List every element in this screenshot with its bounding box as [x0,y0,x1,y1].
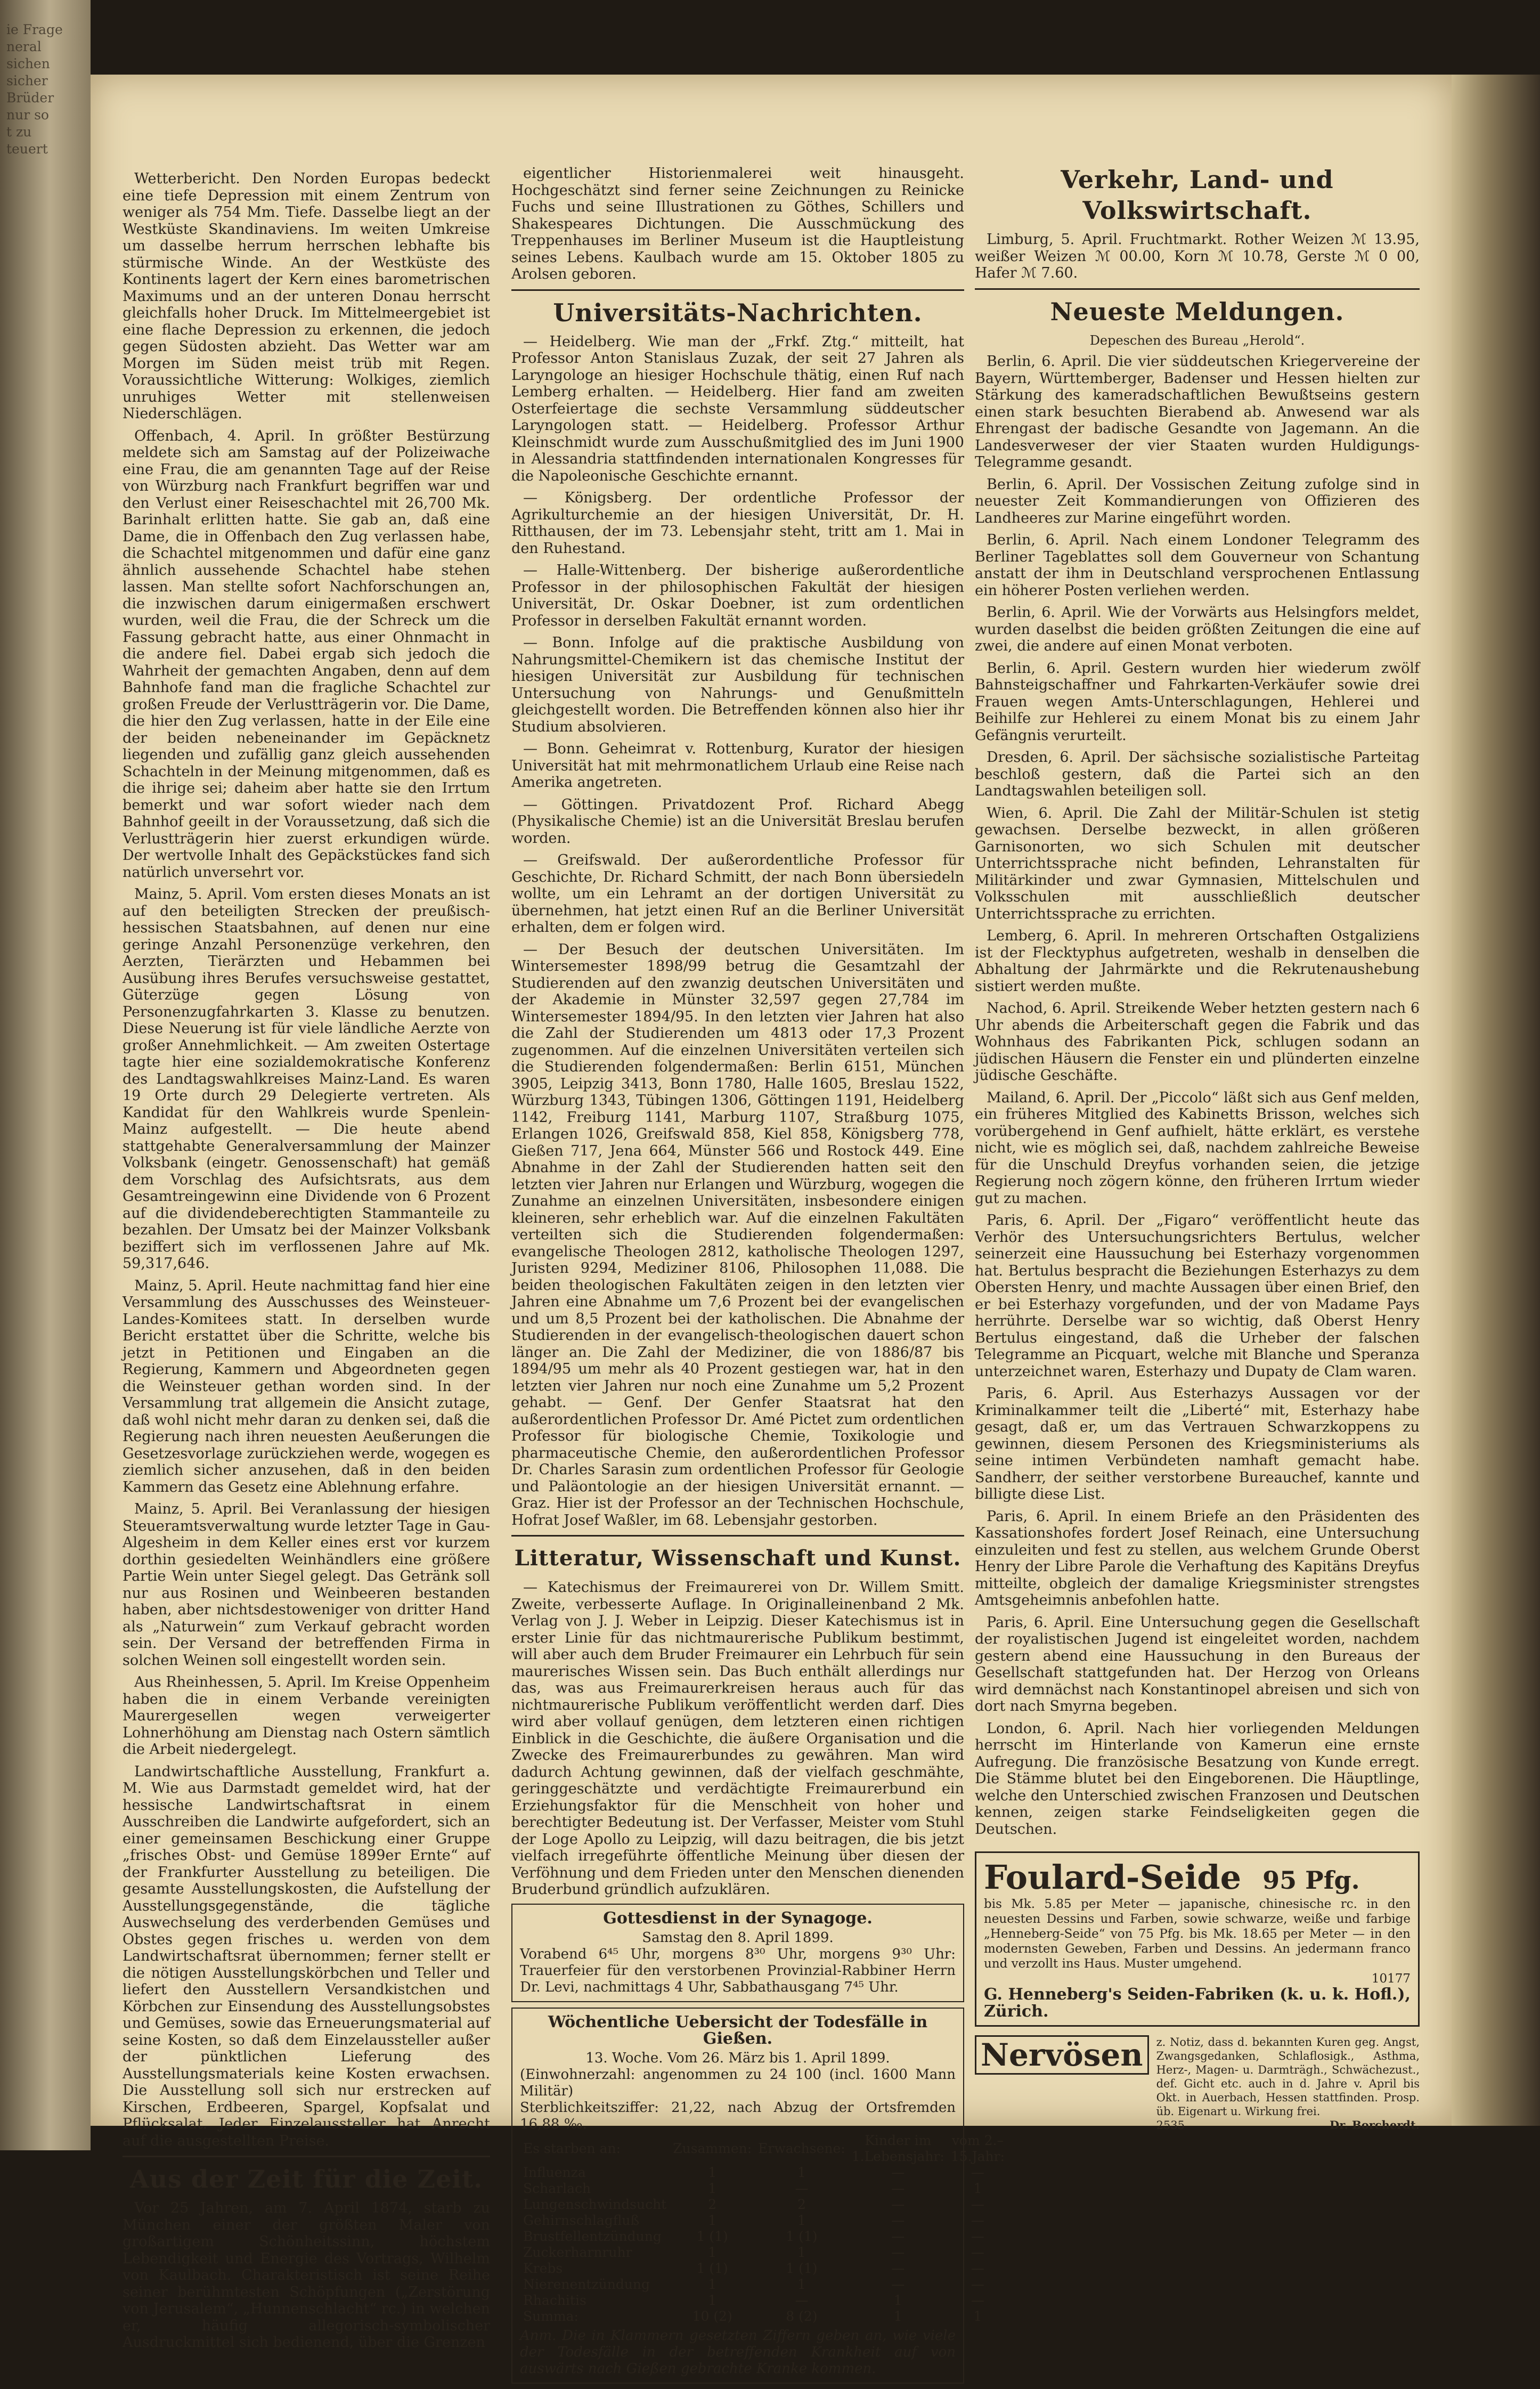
page-edge [1452,75,1540,2126]
column-1 [123,170,490,2357]
table-cell: 1 [973,2180,982,2196]
uni-news-7: — Greifswald. Der außerordentliche Professor für Geschichte, Dr. Richard Schmitt, der nach Bonn übersiedeln wollte, um ein Lehramt an der dortigen Universität zu übernehmen, hat jetzt einen Ruf an die Berliner Universität erhalten, dem er folgen wird. [511,852,964,936]
uni-news-4: — Bonn. Infolge auf die praktische Ausbildung von Nahrungsmittel-Chemikern ist das chemische Institut der hiesigen Universität zur Ausbildung für technischen Untersuchung von Nahrungs- und Genußmitteln gleichgestellt worden. Die Betreffenden können also hier ihr Studium absolvieren. [511,635,964,735]
table-cell: 1 [708,2292,717,2308]
table-cell: 1 [893,2292,902,2308]
article-landwirtschaft: Landwirtschaftliche Ausstellung, Frankfurt a. M. Wie aus Darmstadt gemeldet wird, hat der hessische Landwirtschaftsrat in einem Ausschreiben die Landwirte aufgefordert, sich an einer gemeinsamen Beschickung einer Gruppe „frisches Obst- und Gemüse 1899er Ernte“ auf der Frankfurter Ausstellung zu beteiligen. Die gesamte Ausstellungskosten, die Aufstellung der Ausstellungsgegenstände, die tägliche Auswechselung des verderbenden Gemüses und Obstes gegen frisches u. werden von dem Landwirtschaftsrat übernommen; ferner stellt er die nötigen Ausstellungskörbchen und Teller und liefert den Ausstellern Versandkistchen und Körbchen zur Einsendung des Ausstellungsobstes und Gemüses, sowie das Erneuerungsmaterial auf seine Kosten, so daß dem Einzelaussteller außer der pünktlichen Lieferung des Ausstellungsmaterials keine Kosten erwachsen. Die Ausstellung soll sich nur erstrecken auf Kirschen, Erdbeeren, Spargel, Kopfsalat und Pflücksalat. Jeder Einzelaussteller hat Anrecht auf die ausgestellten Preise. [123,1763,490,2149]
table-cell: 1 [708,2276,717,2292]
ad-text: z. Notiz, dass d. bekannten Kuren geg. Angst, Zwangsgedanken, Schlaflosigk., Asthma, Herz-, Magen- u. Darmträgh., Schwächezust., def. Gicht etc. auch in d. Jahre v. April bis Okt. in Auerbach, Hessen stattfinden. Prosp. üb. Eigenart u. Wirkung frei. [1156,2036,1420,2118]
table-cell: — [971,2260,984,2276]
news-list [975,353,1420,1838]
table-cell: — [891,2164,905,2180]
header-total: Zusammen: [673,2140,752,2156]
table-cell: — [971,2244,984,2260]
article-kaulbach: Vor 25 Jahren, am 7. April 1874, starb zu München einer der größten Maler von großartigem Schönheitssinn, höchstem Lebendigkeit und Energie des Vortrags, Wilhelm von Kaulbach. Charakteristisch ist seine Reihe seiner berühmtesten Schöpfungen („Zerstörung von Jerusalem“, „Hunnenschlacht“ rc.) in welchen er, häufig allegorisch-symbolischer Ausdruckmittel sich bedienend, über die Grenzen [123,2200,490,2351]
table-cell: 1 [797,2212,806,2228]
synagogue-times: Vorabend 6⁴⁵ Uhr, morgens 8³⁰ Uhr, morgens 9³⁰ Uhr: Trauerfeier für den verstorbenen Provinzial-Rabbiner Herrn Dr. Levi, nachmittags 4 Uhr, Sabbathausgang 7⁴⁵ Uhr. [520,1946,956,1995]
news-item: Mailand, 6. April. Der „Piccolo“ läßt sich aus Genf melden, ein früheres Mitglied des Kabinetts Brisson, welches sich vorübergehend in Genf aufhielt, hätte erklärt, es verstehe nicht, wie es möglich sei, daß, nachdem zahlreiche Beweise für die Unschuld Dreyfus vorhanden seien, die jetzige Regierung noch zögern könne, den früheren Irrtum wieder gut zu machen. [975,1089,1420,1207]
ad-firm: G. Henneberg's Seiden-Fabriken (k. u. k. Hofl.), Zürich. [984,1985,1411,2021]
synagogue-date: Samstag den 8. April 1899. [642,1929,834,1946]
ad-foulard-seide [975,1851,1420,2027]
previous-page-fragment: ie Frage neral sichen sicher Brüder nur so t zu teuert [6,22,63,157]
table-cell: Nierenentzündung [523,2276,650,2292]
table-cell: — [795,2180,809,2196]
table-cell: — [891,2180,905,2196]
table-row [520,2197,1008,2213]
ad-number: 10177 [1371,1972,1411,1986]
section-heading-meldungen: Neueste Meldungen. [1050,297,1345,326]
table-row [520,2165,1008,2181]
table-cell: — [795,2292,809,2308]
table-row [520,2213,1008,2229]
news-item: Berlin, 6. April. Gestern wurden hier wiederum zwölf Bahnsteigschaffner und Fahrkarten-Verkäufer sowie drei Frauen wegen Amts-Unterschlagungen, Hehlerei und Beihilfe zur Hehlerei zu einem Monat bis zu einem Jahr Gefängnis verurteilt. [975,660,1420,744]
news-item: Wien, 6. April. Die Zahl der Militär-Schulen ist stetig gewachsen. Derselbe bezweckt, in allen größeren Garnisonorten, wo sich Schulen mit deutscher Unterrichtssprache nicht befinden, Lehranstalten für Militärkinder und zwar Gymnasien, Mittelschulen und Volksschulen mit ausschließlich deutscher Unterrichtssprache zu errichten. [975,805,1420,922]
table-row [520,2229,1008,2245]
uni-news-2: — Königsberg. Der ordentliche Professor der Agrikulturchemie an der hiesigen Universität, Dr. H. Ritthausen, der im 73. Lebensjahr steht, tritt am 1. Mai in den Ruhestand. [511,490,964,557]
previous-page-edge [0,0,91,2150]
uni-news-3: — Halle-Wittenberg. Der bisherige außerordentliche Professor in der philosophischen Fakultät der hiesigen Universität, Dr. Oskar Doebner, ist zum ordentlichen Professor in derselben Fakultät ernannt worden. [511,562,964,629]
uni-news-5: — Bonn. Geheimrat v. Rottenburg, Kurator der hiesigen Universität hat mit mehrmonatlichem Urlaub eine Reise nach Amerika angetreten. [511,741,964,791]
article-katechismus: — Katechismus der Freimaurerei von Dr. Willem Smitt. Zweite, verbesserte Auflage. In Originalleinenband 2 Mk. Verlag von J. J. Weber in Leipzig. Dieser Katechismus ist in erster Linie für das nichtmaurerische Publikum bestimmt, will aber auch dem Bruder Freimaurer ein Lehrbuch für sein maurerisches Wissen sein. Das Buch enthält allerdings nur das, was aus Freimaurerkreisen heraus auch für das nichtmaurerische Publikum veröffentlicht werden darf. Dies wird aber vollauf genügen, dem letzteren einen richtigen Einblick in die Geschichte, die äußere Organisation und die Zwecke des Freimaurerbundes zu gewähren. Man wird dadurch Achtung gewinnen, daß der vielfach geschmähte, geringgeschätzte und verdächtigte Freimaurerbund ein Erziehungsfaktor für die Menschheit von hoher und berechtigter Bedeutung ist. Der Verfasser, Meister vom Stuhl der Loge Apollo zu Leipzig, will dazu beitragen, die bis jetzt vielfach irregeführte öffentliche Meinung über diesen der Verföhnung und dem Frieden unter den Menschen dienenden Bruderbund gründlich aufzuklären. [511,1579,964,1898]
ad-title: Foulard-Seide [984,1858,1242,1897]
table-cell: 1 [797,2244,806,2260]
table-body [520,2165,1008,2325]
table-cell: Summa: [523,2308,578,2324]
article-mainz-3: Mainz, 5. April. Bei Veranlassung der hiesigen Steueramtsverwaltung wurde letzter Tage in Gau-Algesheim in dem Keller eines erst vor kurzem dorthin gesiedelten Weinhändlers eine größere Partie Wein unter Siegel gelegt. Das Getränk soll nur aus Rosinen und Weinbeeren bestanden haben, aber nichtsdestoweniger von dritter Hand als „Naturwein“ zum Verkauf gebracht worden sein. Der Versand der betreffenden Firma in solchen Weinen soll eingestellt worden sein. [123,1501,490,1669]
article-wetterbericht: Wetterbericht. Den Norden Europas bedeckt eine tiefe Depression mit einem Zentrum von weniger als 754 Mm. Tiefe. Dasselbe liegt an der Westküste Skandinaviens. Im weiten Umkreise um dasselbe herrum herrschen lebhafte bis stürmische Winde. An der Westküste des Kontinents lagert der Kern eines barometrischen Maximums und an der unteren Donau herrscht gleichfalls hoher Druck. Im Mittelmeergebiet ist eine flache Depression zu erkennen, die jedoch gegen Südosten abzieht. Das Wetter war am Morgen im Süden meist trüb mit Regen. Voraussichtliche Witterung: Wolkiges, ziemlich unruhiges Wetter mit stellenweisen Niederschlägen. [123,170,490,422]
header-cause: Es starben an: [523,2140,621,2156]
ad-text: bis Mk. 5.85 per Meter — japanische, chinesische rc. in den neuesten Dessins und Farben, sowie schwarze, weiße und farbige „Henneberg-Seide“ von 75 Pfg. bis Mk. 18.65 per Meter — in den modernsten Geweben, Farben und Dessins. An jedermann franco und verzollt ins Haus. Muster umgehend. [984,1897,1411,1971]
divider [511,1535,964,1537]
news-item: Berlin, 6. April. Die vier süddeutschen Kriegervereine der Bayern, Württemberger, Badenser und Hessen hielten zur Stärkung des kameradschaftlichen Bewußtseins gestern einen stark besuchten Bierabend ab. Anwesend war als Ehrengast der badische Gesandte von Jagemann. An die Landesverweser der vier Staaten wurden Huldigungs-Telegramme gesandt. [975,353,1420,470]
header-children: vom 2.–15.Jahr: [950,2132,1005,2164]
table-cell: Zuckerharnruhr [523,2244,632,2260]
news-item: Dresden, 6. April. Der sächsische sozialistische Parteitag beschloß gestern, daß die Partei sich an den Landtagswahlen beteiligen soll. [975,749,1420,799]
uni-news-8: — Der Besuch der deutschen Universitäten. Im Wintersemester 1898/99 betrug die Gesamtzahl der Studierenden auf den zwanzig deutschen Universitäten und der Akademie in Münster 32,597 gegen 27,784 im Wintersemester 1894/95. In den letzten vier Jahren hat also die Zahl der Studierenden um 4813 oder 17,3 Prozent zugenommen. Auf die einzelnen Universitäten verteilen sich die Studierenden folgendermaßen: Berlin 6151, München 3905, Leipzig 3413, Bonn 1780, Halle 1605, Breslau 1522, Würzburg 1343, Tübingen 1306, Göttingen 1191, Heidelberg 1142, Freiburg 1141, Marburg 1107, Straßburg 1075, Erlangen 1026, Greifswald 858, Kiel 858, Königsberg 778, Gießen 717, Jena 664, Münster 566 und Rostock 449. Eine Abnahme in der Zahl der Studierenden hatten seit den letzten vier Jahren nur Erlangen und Würzburg, wogegen die Zunahme an einzelnen Universitäten, insbesondere einigen kleineren, sehr erheblich war. Auf die einzelnen Fakultäten verteilten sich die Studierenden folgendermaßen: evangelische Theologen 2812, katholische Theologen 1297, Juristen 9294, Mediziner 8106, Philosophen 11,088. Die beiden theologischen Fakultäten zeigen in den letzten vier Jahren eine Abnahme um 7,6 Prozent bei der evangelischen und um 8,5 Prozent bei der katholischen. Die Abnahme der Studierenden in der evangelisch-theologischen dauert schon länger an. Die Zahl der Mediziner, die von 1886/87 bis 1894/95 um mehr als 40 Prozent gestiegen war, hat in den letzten vier Jahren nur noch eine Zunahme um 5,2 Prozent gehabt. — Genf. Der Genfer Staatsrat hat den außerordentlichen Professor Dr. Amé Pictet zum ordentlichen Professor für biologische Chemie, Toxikologie und pharmaceutische Chemie, den außerordentlichen Professor Dr. Charles Sarasin zum ordentlichen Professor für Geologie und Paläontologie an der hiesigen Universität ernannt. — Graz. Hier ist der Professor an der Technischen Hochschule, Hofrat Josef Waßler, im 68. Lebensjahr gestorben. [511,941,964,1529]
death-statistics-title: Wöchentliche Uebersicht der Todesfälle in Gießen. [548,2012,928,2048]
table-cell: — [971,2212,984,2228]
table-cell: — [971,2276,984,2292]
news-item: Berlin, 6. April. Wie der Vorwärts aus Helsingfors meldet, wurden daselbst die beiden größten Zeitungen die eine auf zwei, die andere auf einen Monat verboten. [975,604,1420,654]
table-cell: 1 [973,2308,982,2324]
news-item: Paris, 6. April. Eine Untersuchung gegen die Gesellschaft der royalistischen Jugend ist eingeleitet worden, nachdem gestern abend eine Haussuchung in den Bureaus der Gesellschaft stattgefunden hat. Der Herzog von Orleans wird demnächst nach Konstantinopel abreisen und sich von dort nach Smyrna begeben. [975,1614,1420,1714]
market-report: Limburg, 5. April. Fruchtmarkt. Rother Weizen ℳ 13.95, weißer Weizen ℳ 00.00, Korn ℳ 10.78, Gerste ℳ 0 00, Hafer ℳ 7.60. [975,231,1420,281]
article-mainz-2: Mainz, 5. April. Heute nachmittag fand hier eine Versammlung des Ausschusses des Weinsteuer-Landes-Komitees statt. In derselben wurde Bericht erstattet über die Schritte, welche bis jetzt in Petitionen und Eingaben an die Regierung, Kammern und Abgeordneten gegen die Weinsteuer gethan worden sind. In der Versammlung trat allgemein die Ansicht zutage, daß wohl nicht mehr daran zu denken sei, daß die Regierung nach ihren neuesten Aeußerungen die Gesetzesvorlage zurückziehen werde, wogegen es ziemlich sicher anzusehen, daß in den beiden Kammern das Gesetz eine Ablehnung erfahre. [123,1277,490,1496]
header-adults: Erwachsene: [758,2140,845,2156]
column-3 [975,160,1420,2132]
table-cell: — [891,2228,905,2244]
section-heading-verkehr: Verkehr, Land- und Volkswirtschaft. [1061,165,1334,225]
table-cell: 1 [797,2276,806,2292]
table-cell: 2 [797,2196,806,2212]
news-source: Depeschen des Bureau „Herold“. [1089,332,1305,348]
synagogue-title: Gottesdienst in der Synagoge. [603,1908,873,1928]
news-item: London, 6. April. Nach hier vorliegenden Meldungen herrscht im Hinterlande von Kamerun eine ernste Aufregung. Die französische Besatzung von Kunde erregt. Die Stämme blutet bei den Eingeborenen. Die Häuptlinge, welche den Unterschied zwischen Franzosen und Deutschen kennen, zeigen starke Feindseligkeiten gegen die Deutschen. [975,1720,1420,1838]
table-cell: Gehirnschlagfluß [523,2212,640,2228]
ad-title: Nervösen [975,2035,1149,2075]
table-cell: — [891,2260,905,2276]
table-cell: Scharlach [523,2180,591,2196]
uni-news-1: — Heidelberg. Wie man der „Frkf. Ztg.“ mitteilt, hat Professor Anton Stanislaus Zuzak, der seit 27 Jahren als Laryngologe an hiesiger Hochschule thätig, einen Ruf nach Lemberg erhalten. — Heidelberg. Hier fand am zweiten Osterfeiertage die sechste Versammlung süddeutscher Laryngologen statt. — Heidelberg. Professor Arthur Kleinschmidt wurde zum Ausschußmitglied des im Juni 1900 in Alessandria stattfindenden internationalen Kongresses für die Napoleonische Geschichte ernannt. [511,333,964,484]
column-2 [511,165,1005,2389]
news-item: Paris, 6. April. Der „Figaro“ veröffentlicht heute das Verhör des Untersuchungsrichters Bertulus, welcher seinerzeit eine Haussuchung bei Esterhazy vorgenommen hat. Bertulus bespracht die Beziehungen Esterhazys zu dem Obersten Henry, und machte Aussagen über einen Brief, den er bei Esterhazy vorgefunden, und der von Madame Pays herrührte. Derselbe war so wichtig, daß Oberst Henry Bertulus eingestand, daß die Urheber der falschen Telegramme an Picquart, welche mit Blanche und Speranza unterzeichnet waren, Esterhazy und Dupaty de Clam waren. [975,1212,1420,1380]
table-cell: 1 [708,2212,717,2228]
news-item: Paris, 6. April. Aus Esterhazys Aussagen vor der Kriminalkammer teilt die „Liberté“ mit, Esterhazy habe gesagt, daß er, um das Vertrauen Schwarzkoppens zu gewinnen, diesem Personen des Kriegsministeriums als seine intimen Verbündeten namhaft gemacht habe. Sandherr, der seither verstorbene Bureauchef, kannte und billigte diese List. [975,1385,1420,1502]
news-item: Nachod, 6. April. Streikende Weber hetzten gestern nach 6 Uhr abends die Arbeiterschaft gegen die Fabrik und das Wohnhaus des Fabrikanten Pick, schlugen sodann an jüdischen Häusern die Fenster ein und plünderten einzelne jüdische Geschäfte. [975,1000,1420,1084]
table-cell: 1 (1) [696,2260,728,2276]
article-kaulbach-cont: eigentlicher Historienmalerei weit hinausgeht. Hochgeschätzt sind ferner seine Zeichnungen zu Reinicke Fuchs und seine Illustrationen zu Göthes, Schillers und Shakespeares Dichtungen. Die Ausschmückung des Treppenhauses im Berliner Museum ist die Hauptleistung seines Lebens. Kaulbach wurde am 15. Oktober 1805 zu Arolsen geboren. [511,165,964,282]
death-statistics-note: Anm. Die in Klammern gesetzten Ziffern geben an, wie viele der Todesfälle in der betreffenden Krankheit auf von auswärts nach Gießen gebrachte Kranke kommen. [520,2327,956,2377]
table-cell: 1 (1) [696,2228,728,2244]
table-row [520,2277,1008,2293]
article-mainz-1: Mainz, 5. April. Vom ersten dieses Monats an ist auf den beteiligten Strecken der preußisch-hessischen Staatsbahnen, auf denen nur eine geringe Anzahl Personenzüge verkehren, den Aerzten, Tierärzten und Hebammen bei Ausübung ihres Berufes versuchsweise gestattet, Güterzüge gegen Lösung von Personenzugfahrkarten 3. Klasse zu benutzen. Diese Neuerung ist für viele ländliche Aerzte von großer Annehmlichkeit. — Am zweiten Ostertage tagte hier eine sozialdemokratische Konferenz des Landtagswahlkreises Mainz-Land. Es waren 19 Orte durch 29 Delegierte vertreten. Als Kandidat für den Wahlkreis wurde Spenlein-Mainz aufgestellt. — Die heute abend stattgehabte Generalversammlung der Mainzer Volksbank (eingetr. Genossenschaft) hat gemäß dem Vorschlag des Aufsichtsrats, aus dem Gesamtreingewinn eine Dividende von 6 Prozent auf die dividendeberechtigten Stammanteile zu bezahlen. Der Umsatz bei der Mainzer Volksbank beziffert sich im verflossenen Jahre auf Mk. 59,317,646. [123,886,490,1272]
section-heading-zeit: Aus der Zeit für die Zeit. [129,2165,483,2193]
table-cell: 1 (1) [786,2260,818,2276]
table-row [520,2245,1008,2261]
divider [123,2156,490,2157]
synagogue-box [511,1904,964,2002]
ad-nervoesen [975,2035,1420,2132]
divider [511,289,964,291]
table-cell: 1 [708,2164,717,2180]
death-statistics-week: 13. Woche. Vom 26. März bis 1. April 1899. [585,2050,890,2066]
death-statistics-population: (Einwohnerzahl: angenommen zu 24 100 (incl. 1600 Mann Militär) [520,2066,956,2099]
death-statistics-table [520,2133,1008,2325]
article-offenbach: Offenbach, 4. April. In größter Bestürzung meldete sich am Samstag auf der Polizeiwache eine Frau, die am genannten Tage auf der Reise von Würzburg nach Frankfurt begriffen war und den Verlust einer Reiseschachtel mit 26,700 Mk. Barinhalt erlitten hatte. Sie gab an, daß eine Dame, die in Offenbach den Zug verlassen habe, die Schachtel mitgenommen und dafür eine ganz ähnlich aussehende Schachtel habe stehen lassen. Man stellte sofort Nachforschungen an, die inzwischen darum einigermaßen erschwert wurden, weil die Frau, die der Schreck um die Fassung gebracht hatte, aus einer Ohnmacht in die andere fiel. Dabei ergab sich jedoch die Wahrheit der gemachten Angaben, denn auf dem Bahnhofe fand man die fragliche Schachtel zur großen Freude der Verlustträgerin vor. Die Dame, die hier den Zug verlassen, hatte in der Eile eine der beiden nebeneinander im Gepäcknetz liegenden und zufällig ganz gleich aussehenden Schachteln in der Meinung mitgenommen, daß es die ihrige sei; daheim aber hatte sie den Irrtum bemerkt und war sofort wieder nach dem Bahnhof geeilt in der Voraussetzung, daß sich die Verlustträgerin hier zuerst erkundigen würde. Der wertvolle Inhalt des Gepäckstückes fand sich natürlich unversehrt vor. [123,427,490,881]
table-cell: 1 [797,2164,806,2180]
header-infants: Kinder im 1.Lebensjahr: [851,2132,944,2164]
table-cell: — [891,2276,905,2292]
ad-signature: Dr. Borcherdt. [1330,2118,1420,2132]
table-cell: 1 [893,2308,902,2324]
table-cell: 2 [708,2196,717,2212]
table-row [520,2309,1008,2325]
ad-price: 95 Pfg. [1262,1866,1360,1895]
table-cell: — [971,2228,984,2244]
table-cell: — [971,2164,984,2180]
table-cell: — [891,2244,905,2260]
table-cell: Rhachitis [523,2292,586,2308]
table-cell: — [971,2196,984,2212]
table-cell: 10 (2) [692,2308,732,2324]
table-cell: — [891,2212,905,2228]
table-cell: Lungenschwindsucht [523,2196,667,2212]
table-cell: 1 [708,2180,717,2196]
section-heading-litteratur: Litteratur, Wissenschaft und Kunst. [514,1546,962,1571]
table-header [520,2133,1008,2165]
uni-news-6: — Göttingen. Privatdozent Prof. Richard Abegg (Physikalische Chemie) ist an die Universität Breslau berufen worden. [511,796,964,847]
section-heading-universitaet: Universitäts-Nachrichten. [553,298,923,327]
table-cell: 1 [708,2244,717,2260]
news-item: Lemberg, 6. April. In mehreren Ortschaften Ostgaliziens ist der Flecktyphus aufgetreten, weshalb in denselben die Abhaltung der Jahrmärkte und die Rekrutenaushebung sistiert werden mußte. [975,928,1420,995]
news-item: Paris, 6. April. In einem Briefe an den Präsidenten des Kassationshofes fordert Josef Reinach, eine Untersuchung einzuleiten und fest zu stellen, aus welchem Grunde Oberst Henry der Libre Parole die Verhaftung des Kapitäns Dreyfus mitteilte, obgleich der damalige Kriegsminister strengstes Amtsgeheimnis anbefohlen hatte. [975,1508,1420,1608]
table-cell: 1 (1) [786,2228,818,2244]
divider [975,288,1420,290]
table-cell: — [971,2292,984,2308]
death-statistics-rate: Sterblichkeitsziffer: 21,22, nach Abzug der Ortsfremden 16,88 ‰. [520,2099,956,2132]
article-rheinhessen: Aus Rheinhessen, 5. April. Im Kreise Oppenheim haben die in einem Verbande vereinigten Maurergesellen wegen verweigerter Lohnerhöhung am Dienstag nach Ostern sämtlich die Arbeit niedergelegt. [123,1674,490,1758]
table-row [520,2261,1008,2277]
table-row [520,2181,1008,2197]
table-cell: — [891,2196,905,2212]
news-item: Berlin, 6. April. Der Vossischen Zeitung zufolge sind in neuester Zeit Kommandierungen von Offizieren des Landheeres zur Marine eingeführt worden. [975,476,1420,526]
table-row [520,2293,1008,2309]
table-cell: Krebs [523,2260,563,2276]
table-cell: Influenza [523,2164,586,2180]
table-cell: Brustfellentzündung [523,2228,662,2244]
table-cell: 8 (2) [786,2308,818,2324]
death-statistics-box [511,2008,1005,2384]
ad-number: 2535 [1156,2119,1185,2132]
news-item: Berlin, 6. April. Nach einem Londoner Telegramm des Berliner Tageblattes soll dem Gouverneur von Schantung anstatt der ihm in Deutschland versprochenen Entlassung ein höherer Posten verliehen werden. [975,532,1420,599]
